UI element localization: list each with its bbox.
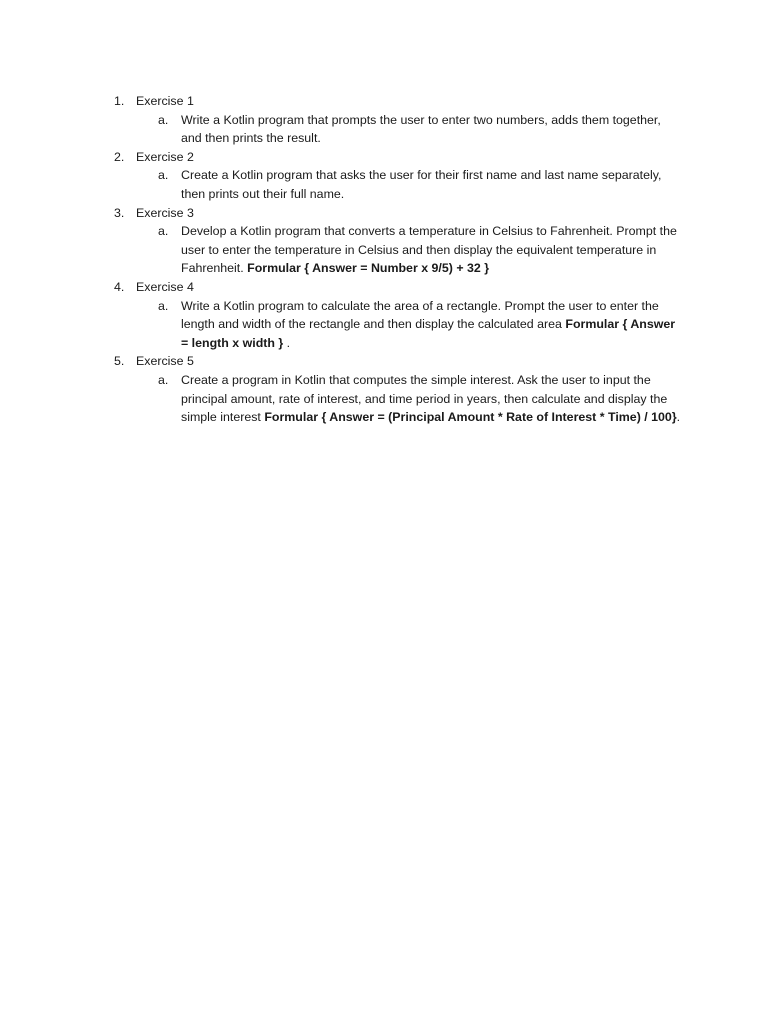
exercise-item: [110, 352, 680, 426]
exercise-item: [110, 92, 680, 148]
subitem-letter: a.: [158, 298, 169, 313]
exercise-number: 1.: [114, 94, 125, 108]
exercise-item: [110, 278, 680, 352]
subitem-text: Write a Kotlin program that prompts the user to enter two numbers, adds them together, and then prints the result.: [181, 112, 661, 146]
exercise-number: 2.: [114, 149, 125, 164]
exercise-item: [110, 148, 680, 204]
exercise-title: Exercise 1: [136, 94, 194, 108]
exercise-subitem: [158, 297, 681, 353]
exercise-title: Exercise 5: [136, 354, 194, 369]
exercise-number: 3.: [114, 205, 125, 220]
exercise-list: [110, 92, 680, 427]
subitem-formula: Formular { Answer = Number x 9/5) + 32 }: [247, 261, 490, 276]
subitem-text: Develop a Kotlin program that converts a temperature in Celsius to Fahrenheit. Prompt the user to enter the temperature in Celsius and then display the equivalent temperature in Fahrenheit.: [181, 224, 677, 276]
subitem-formula: Formular { Answer = length x width }: [181, 317, 676, 350]
subitem-letter: a.: [158, 112, 169, 127]
exercise-number: 5.: [114, 354, 125, 369]
exercise-subitem: [158, 371, 681, 427]
exercise-title: Exercise 4: [136, 279, 194, 294]
subitem-suffix: .: [676, 410, 681, 425]
exercise-number: 4.: [114, 279, 125, 294]
subitem-suffix: .: [283, 335, 291, 350]
exercise-title: Exercise 2: [136, 149, 194, 164]
subitem-letter: a.: [158, 372, 169, 387]
exercise-subitem: [158, 166, 681, 203]
exercise-title: Exercise 3: [136, 205, 194, 220]
exercise-subitem: [158, 111, 681, 148]
subitem-text: Create a Kotlin program that asks the user for their first name and last name separately, then prints out their full name.: [181, 168, 662, 201]
exercise-item: [110, 204, 680, 278]
exercise-subitem: [158, 222, 681, 278]
subitem-text: Create a program in Kotlin that computes the simple interest. Ask the user to input the principal amount, rate of interest, and time period in years, then calculate and display the simple interest: [181, 372, 668, 425]
subitem-letter: a.: [158, 224, 169, 239]
subitem-formula: Formular { Answer = (Principal Amount * Rate of Interest * Time) / 100}: [264, 410, 677, 425]
subitem-text: Write a Kotlin program to calculate the area of a rectangle. Prompt the user to enter the length and width of the rectangle and then display the calculated area: [181, 298, 659, 332]
subitem-letter: a.: [158, 168, 169, 183]
